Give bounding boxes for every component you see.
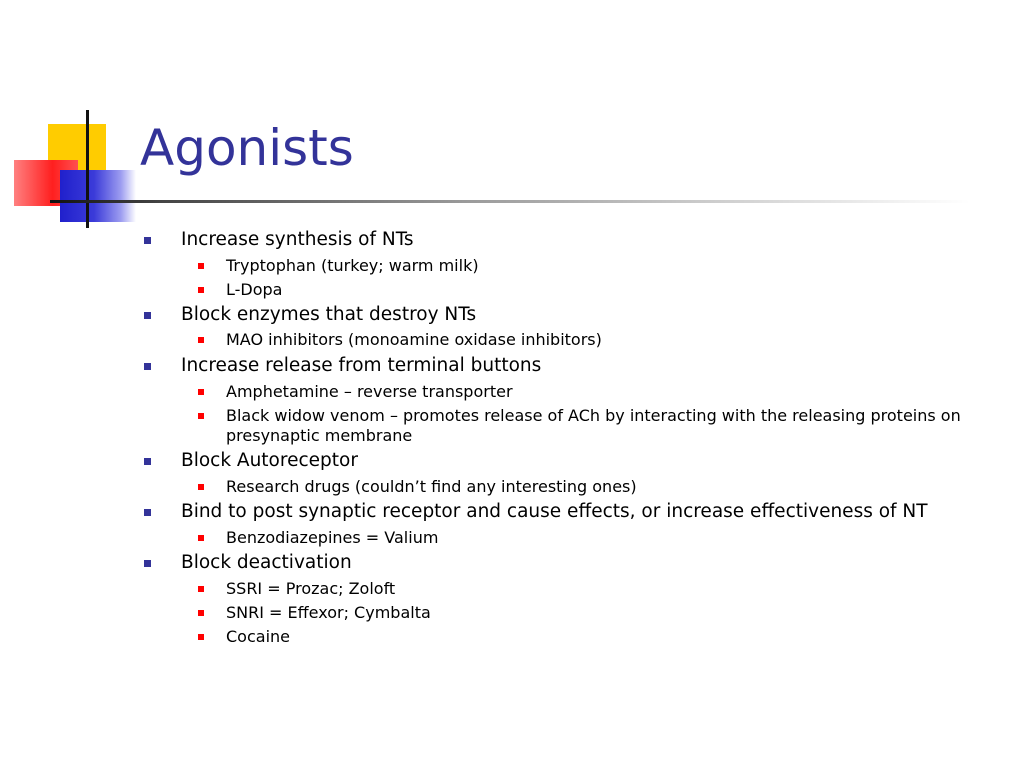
- list-item: [181, 229, 414, 251]
- sub-bullet-square-icon: [198, 535, 204, 541]
- slide-title: Agonists: [140, 119, 354, 177]
- bullet-square-icon: [144, 458, 151, 465]
- bullet-text: Bind to post synaptic receptor and cause effects, or increase effectiveness of NT: [181, 501, 928, 522]
- sub-bullet-square-icon: [198, 610, 204, 616]
- sub-list-item: [226, 406, 986, 446]
- sub-bullet-text: SNRI = Effexor; Cymbalta: [226, 603, 431, 622]
- sub-bullet-text: L-Dopa: [226, 280, 283, 299]
- sub-list-item: [226, 603, 986, 623]
- sub-list-item: [226, 256, 986, 276]
- sub-list-item: [226, 579, 986, 599]
- sub-bullet-square-icon: [198, 263, 204, 269]
- sub-list-item: [226, 330, 986, 350]
- sub-bullet-text: Research drugs (couldn’t find any interesting ones): [226, 477, 637, 496]
- sub-bullet-text: Amphetamine – reverse transporter: [226, 382, 513, 401]
- sub-bullet-text: Benzodiazepines = Valium: [226, 528, 439, 547]
- sub-bullet-square-icon: [198, 586, 204, 592]
- sub-bullet-square-icon: [198, 337, 204, 343]
- bullet-square-icon: [144, 509, 151, 516]
- sub-bullet-square-icon: [198, 389, 204, 395]
- bullet-square-icon: [144, 363, 151, 370]
- sub-list-item: [226, 280, 986, 300]
- bullet-square-icon: [144, 312, 151, 319]
- sub-list-item: [226, 382, 986, 402]
- bullet-square-icon: [144, 560, 151, 567]
- sub-bullet-square-icon: [198, 484, 204, 490]
- list-item: [181, 501, 928, 523]
- sub-bullet-text: Tryptophan (turkey; warm milk): [226, 256, 479, 275]
- list-item: [181, 355, 541, 377]
- sub-list-item: [226, 627, 986, 647]
- sub-bullet-text: MAO inhibitors (monoamine oxidase inhibitors): [226, 330, 602, 349]
- sub-bullet-text: Cocaine: [226, 627, 290, 646]
- bullet-text: Block deactivation: [181, 552, 352, 573]
- bullet-text: Increase synthesis of NTs: [181, 229, 414, 250]
- list-item: [181, 552, 352, 574]
- list-item: [181, 450, 358, 472]
- sub-bullet-square-icon: [198, 413, 204, 419]
- bullet-text: Block Autoreceptor: [181, 450, 358, 471]
- sub-bullet-text: Black widow venom – promotes release of ACh by interacting with the releasing proteins on presynaptic membrane: [226, 406, 961, 445]
- bullet-text: Block enzymes that destroy NTs: [181, 304, 477, 325]
- sub-list-item: [226, 528, 986, 548]
- sub-bullet-square-icon: [198, 634, 204, 640]
- sub-list-item: [226, 477, 986, 497]
- sub-bullet-square-icon: [198, 287, 204, 293]
- sub-bullet-text: SSRI = Prozac; Zoloft: [226, 579, 396, 598]
- bullet-square-icon: [144, 237, 151, 244]
- bullet-text: Increase release from terminal buttons: [181, 355, 542, 376]
- list-item: [181, 304, 476, 326]
